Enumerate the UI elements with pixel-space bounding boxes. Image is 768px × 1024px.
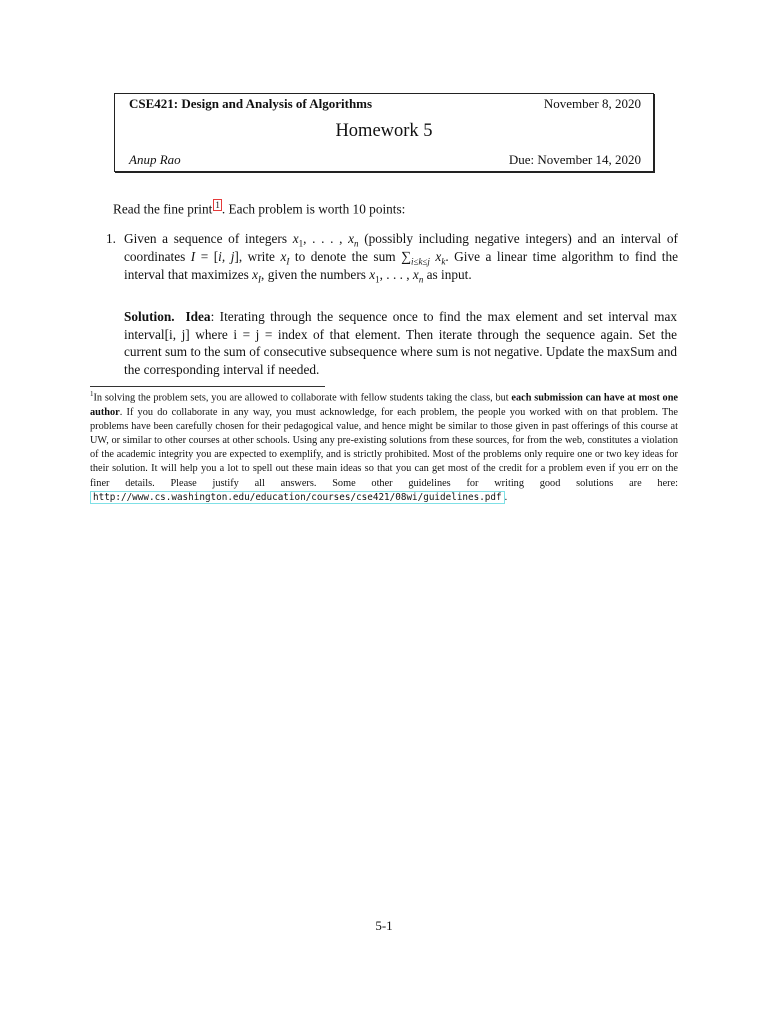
math-sub: k [441,256,446,267]
solution-label: Solution. [124,309,175,324]
problem-statement [124,230,678,284]
intro-text: Read the fine print [113,201,213,217]
footnote-number: 1 [90,390,94,398]
problem-text-segment: as input. [423,267,472,282]
math-var: I [190,248,196,264]
problem-text-segment: , . . . , [379,267,413,282]
math-var: x [280,248,287,264]
footnote [90,387,678,505]
footnote-link[interactable]: 1 [215,200,220,210]
problem-text-segment: . Give a linear time algorithm to find the interval that maximizes [124,248,678,282]
problem-text-segment: , . . . , [303,231,349,246]
problem-text-segment: (possibly including negative integers) and an interval of coordinates [124,231,678,264]
problem-text-segment: , given the numbers [261,267,370,282]
idea-label: Idea [185,309,211,324]
solution-paragraph [124,308,677,378]
math-var: x [412,267,419,282]
problem-text-segment: to denote the sum [289,248,402,264]
math-sub: I [258,274,262,285]
problem-number: 1. [106,231,116,246]
math-sub: I [286,256,290,267]
math-sub: n [354,238,359,249]
page-number: 5-1 [375,918,393,933]
footnote-text: . If you do collaborate in any way, you must acknowledge, for each problem, the people you worked with on that problem. The problems have been carefully chosen for their pedagogical value, and hence might be similar to those given in past offerings of this course at UW, or similar to other courses at other schools. Using any pre-existing solutions from these sources, for from the web, constitutes a violation of the academic integrity you are expected to exemplify, and is strictly prohibited. Most of the problems only require one or two key ideas for their solution. It will help you a lot to spell out these main ideas so that you can get most of the credit for a problem even if you err on the finer details. Please justify all answers. Some other guidelines for writing good solutions are here: [90,406,678,489]
problem-text-segment: ], write [234,248,281,264]
intro-line [113,197,405,218]
math-var: x [369,267,376,282]
header-date: November 8, 2020 [543,96,641,111]
math-var: i, j [218,248,235,264]
math-var: x [252,267,259,282]
math-var: x [435,248,442,264]
math-sub: 1 [298,238,304,249]
math-var: x [292,231,299,246]
math-var: x [348,231,355,246]
header-box [114,93,654,172]
math-sub: 1 [375,274,380,285]
problem-text-segment: Given a sequence of integers [124,231,293,246]
math-sub: n [418,274,424,285]
due-date: Due: November 14, 2020 [508,152,641,167]
footnote-text: In solving the problem sets, you are allowed to collaborate with fellow students taking the class, but [93,392,512,404]
problem-1 [106,230,678,284]
math-sub: i≤k≤j [411,256,430,267]
guidelines-link[interactable]: http://www.cs.washington.edu/education/courses/cse421/08wi/guidelines.pdf [90,491,505,504]
footnote-text: . [504,491,508,503]
course-title: CSE421: Design and Analysis of Algorithms [129,96,373,111]
sum-symbol: ∑ [401,249,412,265]
homework-title: Homework 5 [335,121,433,141]
problem-text-segment: = [ [195,248,219,264]
footnote-bold-text: each submission can have at most one author [90,392,678,418]
intro-text-end: . Each problem is worth 10 points: [221,201,406,217]
solution-text: : Iterating through the sequence once to find the max element and set interval max interval[i, j] where i = j = index of that element. Then iterate through the sequence again. Set the current sum to the sum of consecutive subsequence where sum is not negative. Update the maxSum and the corresponding interval if needed. [124,309,677,377]
author-name: Anup Rao [129,152,181,167]
